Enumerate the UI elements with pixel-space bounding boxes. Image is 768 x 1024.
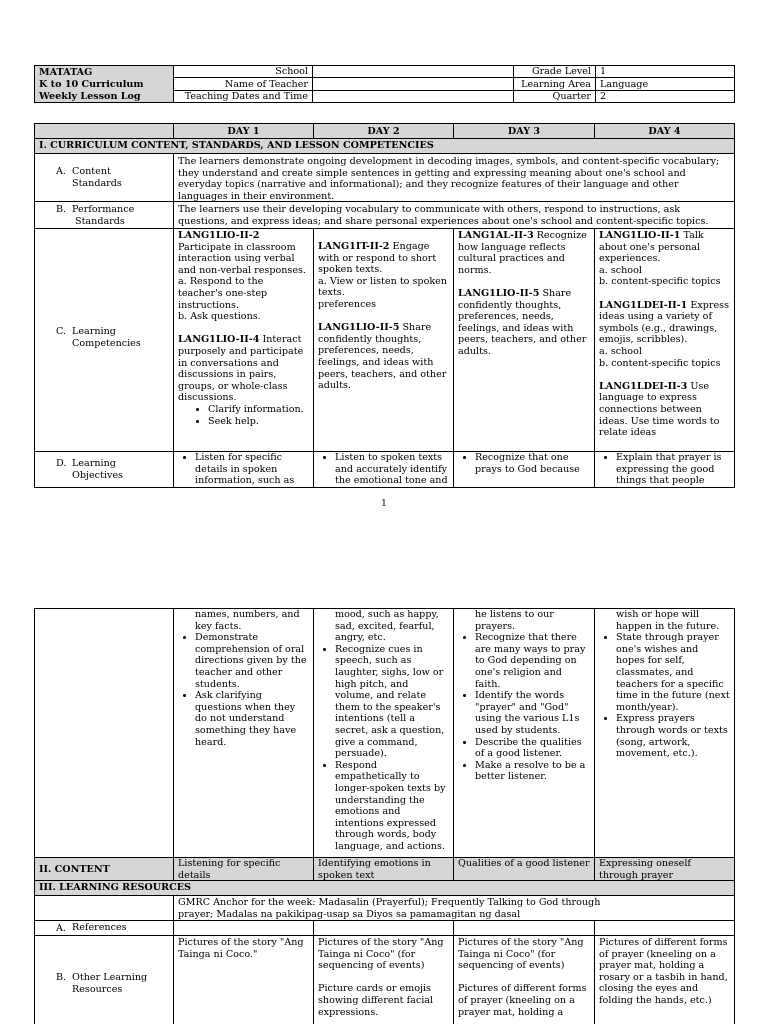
day-1-header: DAY 1 bbox=[173, 123, 314, 139]
title-line-1: MATATAG bbox=[39, 67, 93, 78]
references-day-3 bbox=[453, 920, 595, 936]
competency-item: a. school bbox=[599, 345, 642, 357]
competency-text: Share confidently thoughts, preferences, needs, feelings, and ideas with peers, teachers, and other adults. bbox=[318, 322, 447, 392]
day-header-blank bbox=[34, 123, 174, 139]
competency-item: b. content-specific topics bbox=[599, 276, 721, 288]
competency-text: Share confidently thoughts, preferences, needs, feelings, and ideas with peers, teachers, and other adults. bbox=[458, 287, 587, 357]
objective-bullet: • Make a resolve to be a better listener. bbox=[475, 760, 590, 783]
day-4-header: DAY 4 bbox=[594, 123, 735, 139]
resource-text: Pictures of the story "Ang Tainga ni Coco." bbox=[178, 937, 304, 960]
content-day-2: Identifying emotions in spoken text bbox=[313, 857, 454, 881]
quarter-label: Quarter bbox=[513, 90, 596, 103]
grade-level-label: Grade Level bbox=[513, 65, 596, 78]
section-three-heading: III. LEARNING RESOURCES bbox=[34, 880, 735, 896]
quarter-value: 2 bbox=[595, 90, 735, 103]
objectives-day-2-top bbox=[313, 451, 454, 488]
resource-text: Pictures of the story "Ang Tainga ni Coco" (for sequencing of events) bbox=[458, 937, 584, 972]
references-label-text: References bbox=[72, 922, 127, 933]
teacher-value bbox=[312, 77, 514, 91]
section-one-heading: I. CURRICULUM CONTENT, STANDARDS, AND LESSON COMPETENCIES bbox=[34, 138, 735, 154]
content-day-4: Expressing oneself through prayer bbox=[594, 857, 735, 881]
performance-standards-label-2: Standards bbox=[75, 215, 125, 227]
references-label bbox=[34, 920, 174, 936]
content-day-1: Listening for specific details bbox=[173, 857, 314, 881]
teacher-label: Name of Teacher bbox=[173, 77, 313, 91]
learning-objectives-label-2: Objectives bbox=[72, 469, 123, 481]
objective-bullet: • Identify the words "prayer" and "God" using the various L1s used by students. bbox=[475, 690, 590, 736]
objective-bullet: • Describe the qualities of a good listener. bbox=[475, 737, 590, 760]
competencies-day-3 bbox=[453, 228, 595, 452]
resource-text: Picture cards or emojis showing different facial expressions. bbox=[318, 983, 434, 1018]
objective-continuation: he listens to our prayers. bbox=[475, 609, 554, 632]
competency-code: LANG1LDEI-II-3 bbox=[599, 380, 688, 392]
competency-text: Engage with or respond to short spoken texts. bbox=[318, 241, 437, 276]
other-resources-day-4 bbox=[594, 935, 735, 1024]
competency-item: a. View or listen to spoken texts. bbox=[318, 275, 448, 299]
performance-standards-label-1: Performance bbox=[72, 204, 135, 215]
competency-code: LANG1AL-II-3 bbox=[458, 230, 534, 241]
competency-text: Participate in classroom interaction using verbal and non-verbal responses. bbox=[178, 241, 306, 276]
dates-value bbox=[312, 90, 514, 103]
learning-competencies-label-1: Learning bbox=[72, 326, 116, 337]
objectives-day-4-top bbox=[594, 451, 735, 488]
day-2-header: DAY 2 bbox=[313, 123, 454, 139]
objective-bullet: • Ask clarifying questions when they do not understand something they have heard. bbox=[195, 690, 309, 748]
competency-text: Recognize how language reflects cultural practices and norms. bbox=[458, 230, 587, 276]
learning-objectives-label bbox=[34, 451, 174, 488]
competency-code: LANG1LIO-II-2 bbox=[178, 230, 260, 241]
gmrc-anchor: GMRC Anchor for the week: Madasalin (Prayerful); Frequently Talking to God through prayer; Madalas na pakikipag-usap sa Diyos sa pamamagitan ng dasal bbox=[173, 895, 735, 921]
performance-standards-letter: B. bbox=[56, 204, 67, 215]
resource-text: Pictures of the story "Ang Tainga ni Coco" (for sequencing of events) bbox=[318, 937, 444, 972]
objective-bullet: • Listen for specific details in spoken information, such as bbox=[195, 452, 309, 487]
objective-bullet: • State through prayer one's wishes and hopes for self, classmates, and teachers for a specific time in the future (next month/year). bbox=[616, 632, 730, 713]
objective-bullet: • Express prayers through words or texts (song, artwork, movement, etc.). bbox=[616, 713, 730, 759]
competencies-day-4 bbox=[594, 228, 735, 452]
objectives-day-3-top bbox=[453, 451, 595, 488]
content-standards-label bbox=[34, 153, 174, 202]
performance-standards-text: The learners use their developing vocabulary to communicate with others, respond to instructions, ask questions, and express ideas; and share personal experiences about one's school and content-specific topics. bbox=[173, 201, 735, 229]
competency-code: LANG1LIO-II-5 bbox=[458, 287, 540, 299]
competency-item: b. content-specific topics bbox=[599, 357, 721, 369]
content-standards-label-2: Standards bbox=[72, 177, 122, 189]
resource-text: Pictures of different forms of prayer (kneeling on a prayer mat, holding a rosary or a tasbih in hand, closing the eyes and folding the hands, etc.) bbox=[599, 937, 728, 1006]
title-line-2: K to 10 Curriculum bbox=[39, 79, 144, 90]
learning-competencies-letter: C. bbox=[56, 326, 67, 337]
competency-code: LANG1LIO-II-5 bbox=[318, 322, 400, 334]
learning-area-label: Learning Area bbox=[513, 77, 596, 91]
other-resources-day-1 bbox=[173, 935, 314, 1024]
content-day-3: Qualities of a good listener bbox=[453, 857, 595, 881]
content-standards-text: The learners demonstrate ongoing development in decoding images, symbols, and content-specific vocabulary; they understand and create simple sentences in getting and expressing meaning about one's school and everyday topics (narrative and informational); and they recognize features of their language and other languages in their environment. bbox=[173, 153, 735, 202]
competency-code: LANG1LDEI-II-1 bbox=[599, 299, 688, 311]
competency-item: b. Ask questions. bbox=[178, 311, 261, 323]
competencies-day-2 bbox=[313, 228, 454, 452]
grade-level-value: 1 bbox=[595, 65, 735, 78]
other-resources-label-2: Resources bbox=[72, 983, 123, 995]
objectives-day-1-cont bbox=[173, 608, 314, 858]
competency-bullet: • Seek help. bbox=[208, 416, 309, 428]
references-day-4 bbox=[594, 920, 735, 936]
objectives-day-3-cont bbox=[453, 608, 595, 858]
objective-bullet: • Recognize that one prays to God because bbox=[475, 452, 590, 475]
references-day-2 bbox=[313, 920, 454, 936]
learning-objectives-label-1: Learning bbox=[72, 458, 116, 469]
references-letter: A. bbox=[56, 923, 66, 934]
competency-code: LANG1LIO-II-4 bbox=[178, 334, 260, 346]
objective-bullet: • Explain that prayer is expressing the good things that people bbox=[616, 452, 730, 487]
objectives-label-cont bbox=[34, 608, 174, 858]
competency-item: a. Respond to the teacher's one-step instructions. bbox=[178, 276, 268, 311]
competency-item: preferences bbox=[318, 298, 377, 310]
competency-text: Talk about one's personal experiences. bbox=[599, 230, 704, 265]
objective-bullet: • Respond empathetically to longer-spoken texts by understanding the emotions and intentions expressed through words, body language, and actions. bbox=[335, 760, 449, 853]
objective-continuation: names, numbers, and key facts. bbox=[195, 609, 300, 632]
title-line-3: Weekly Lesson Log bbox=[39, 91, 141, 102]
references-day-1 bbox=[173, 920, 314, 936]
content-standards-label-1: Content bbox=[72, 166, 111, 177]
page-number: 1 bbox=[381, 499, 387, 509]
competency-text: Interact purposely and participate in conversations and discussions in pairs, groups, or whole-class discussions. bbox=[178, 334, 304, 404]
objective-bullet: • Recognize cues in speech, such as laughter, sighs, low or high pitch, and volume, and relate them to the speaker's intentions (tell a secret, ask a question, give a command, persuade). bbox=[335, 644, 449, 760]
log-title bbox=[34, 65, 174, 103]
learning-competencies-label-2: Competencies bbox=[72, 337, 141, 349]
gmrc-label-blank bbox=[34, 895, 174, 921]
objective-bullet: • Listen to spoken texts and accurately identify the emotional tone and bbox=[335, 452, 449, 487]
other-resources-letter: B. bbox=[56, 972, 67, 983]
competency-text: Use language to express connections between ideas. Use time words to relate ideas bbox=[599, 380, 720, 439]
competencies-day-1 bbox=[173, 228, 314, 452]
school-label: School bbox=[173, 65, 313, 78]
other-resources-day-3 bbox=[453, 935, 595, 1024]
competency-bullet: • Clarify information. bbox=[208, 404, 309, 416]
section-two-heading: II. CONTENT bbox=[34, 857, 174, 881]
competency-code: LANG1LIO-II-1 bbox=[599, 230, 681, 241]
objectives-day-1-top bbox=[173, 451, 314, 488]
other-resources-day-2 bbox=[313, 935, 454, 1024]
content-standards-letter: A. bbox=[56, 166, 66, 177]
objective-bullet: • Demonstrate comprehension of oral directions given by the teacher and other students. bbox=[195, 632, 309, 690]
competency-text: Express ideas using a variety of symbols (e.g., drawings, emojis, scribbles). bbox=[599, 299, 730, 346]
objective-bullet: • Recognize that there are many ways to pray to God depending on one's religion and faith. bbox=[475, 632, 590, 690]
performance-standards-label bbox=[34, 201, 174, 229]
objectives-day-2-cont bbox=[313, 608, 454, 858]
objectives-day-4-cont bbox=[594, 608, 735, 858]
other-resources-label-1: Other Learning bbox=[72, 972, 148, 983]
day-3-header: DAY 3 bbox=[453, 123, 595, 139]
learning-area-value: Language bbox=[595, 77, 735, 91]
dates-label: Teaching Dates and Time bbox=[173, 90, 313, 103]
objective-continuation: wish or hope will happen in the future. bbox=[616, 609, 720, 632]
learning-objectives-letter: D. bbox=[56, 458, 67, 469]
resource-text: Pictures of different forms of prayer (kneeling on a prayer mat, holding a bbox=[458, 983, 587, 1018]
objective-continuation: mood, such as happy, sad, excited, fearful, angry, etc. bbox=[335, 609, 439, 644]
competency-item: a. school bbox=[599, 264, 642, 276]
competency-code: LANG1IT-II-2 bbox=[318, 241, 390, 252]
learning-competencies-label bbox=[34, 228, 174, 452]
other-resources-label bbox=[34, 935, 174, 1024]
